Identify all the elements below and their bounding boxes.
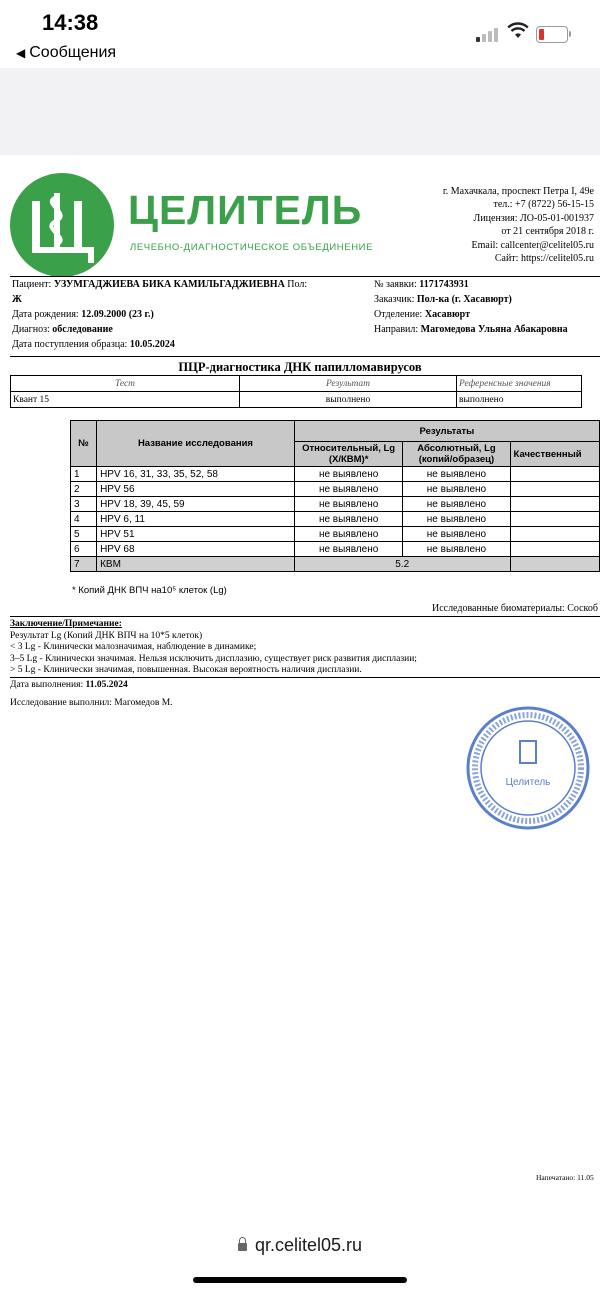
divider: [10, 276, 600, 277]
divider: [10, 356, 600, 357]
sample-received-row: Дата поступления образца: 10.05.2024: [12, 339, 175, 350]
results-table: [70, 420, 600, 572]
order-number: 1171743931: [419, 279, 469, 290]
completion-date: 11.05.2024: [85, 679, 128, 690]
col-name: Название исследования: [97, 421, 295, 467]
summary-header-reference: Референсные значения: [457, 376, 582, 392]
lock-icon: [238, 1243, 247, 1251]
summary-result: выполнено: [240, 392, 457, 408]
col-results: Результаты: [294, 421, 599, 442]
summary-reference: выполнено: [457, 392, 582, 408]
summary-header-result: Результат: [240, 376, 457, 392]
patient-dob-row: Дата рождения: 12.09.2000 (23 г.): [12, 309, 154, 320]
table-row: 6 HPV 68 не выявлено не выявлено: [71, 542, 600, 557]
conclusion-line: < 3 Lg - Клинически малозначимая, наблюдение в динамике;: [10, 642, 257, 653]
address-bar[interactable]: [0, 1235, 600, 1256]
conclusion-line: > 5 Lg - Клинически значимая, повышенная. Высокая вероятность наличия дисплазии.: [10, 665, 600, 678]
back-label: Сообщения: [29, 44, 117, 61]
status-bar: [0, 0, 600, 68]
summary-table: [10, 375, 582, 408]
biomaterial: Исследованные биоматериалы: Соскоб: [431, 603, 598, 614]
kvm-value: 5.2: [294, 557, 510, 572]
customer-row: Заказчик: Пол-ка (г. Хасавюрт): [374, 294, 512, 305]
clinic-contacts: [443, 185, 594, 265]
report-title: ПЦР-диагностика ДНК папилломавирусов: [178, 360, 422, 374]
contact-license: Лицензия: ЛО-05-01-001937: [473, 212, 594, 224]
referred-row: Направил: Магомедова Ульяна Абакаровна: [374, 324, 568, 335]
table-row: 3 HPV 18, 39, 45, 59 не выявлено не выявлено: [71, 497, 600, 512]
patient-sex: Ж: [12, 294, 22, 305]
table-row: 2 HPV 56 не выявлено не выявлено: [71, 482, 600, 497]
table-row: [11, 392, 582, 408]
status-time: 14:38: [42, 10, 99, 35]
patient-dob: 12.09.2000 (23 г.): [81, 309, 154, 320]
divider: [10, 616, 600, 617]
browser-bottom-bar: [0, 1195, 600, 1297]
summary-header-test: Тест: [11, 376, 240, 392]
contact-address: г. Махачкала, проспект Петра I, 49е: [442, 186, 594, 197]
contact-license-date: от 21 сентября 2018 г.: [501, 226, 594, 238]
conclusion-heading: Заключение/Примечание:: [10, 619, 122, 629]
patient-diagnosis-row: Диагноз: обследование: [12, 324, 113, 335]
table-row: 1 HPV 16, 31, 33, 35, 52, 58 не выявлено не выявлено: [71, 467, 600, 482]
back-to-messages-button[interactable]: [16, 44, 116, 62]
contact-site: Сайт: https://celitel05.ru: [494, 253, 594, 265]
contact-email: Email: callcenter@celitel05.ru: [471, 239, 594, 251]
performer: Исследование выполнил: Магомедов М.: [10, 697, 173, 708]
celitel-logo-icon: [10, 173, 114, 277]
wifi-icon: [507, 22, 529, 40]
printed-date: Напечатано: 11.05: [536, 1173, 594, 1182]
battery-icon: [536, 26, 568, 43]
order-number-row: № заявки: 1171743931: [374, 279, 469, 290]
table-row: 5 HPV 51 не выявлено не выявлено: [71, 527, 600, 542]
conclusion-line: 3–5 Lg - Клинически значимая. Нельзя исключить дисплазию, существует риск развития дисплазии;: [10, 653, 417, 664]
home-indicator[interactable]: [193, 1277, 407, 1283]
patient-diagnosis: обследование: [52, 324, 113, 335]
patient-sex-row: [12, 294, 22, 305]
department-row: Отделение: Хасавюрт: [374, 309, 471, 320]
completion-date-row: Дата выполнения: 11.05.2024: [10, 679, 128, 690]
lab-report-document: [0, 155, 600, 1195]
conclusion: [10, 619, 600, 709]
patient-name-row: Пациент: УЗУМГАДЖИЕВА БИКА КАМИЛЬГАДЖИЕВНА Пол:: [12, 279, 308, 290]
sample-received-date: 10.05.2024: [129, 339, 175, 350]
contact-phone: тел.: +7 (8722) 56-15-15: [493, 199, 594, 211]
col-qualitative: Качественный: [510, 442, 599, 467]
brand-name: ЦЕЛИТЕЛЬ: [128, 187, 363, 233]
stamp-label: Целитель: [505, 777, 551, 788]
table-row-kvm: 7 КВМ 5.2: [71, 557, 600, 572]
col-absolute: Абсолютный, Lg (копий/образец): [403, 442, 510, 467]
clinic-stamp-icon: [462, 705, 594, 831]
patient-name: УЗУМГАДЖИЕВА БИКА КАМИЛЬГАДЖИЕВНА: [53, 279, 285, 290]
back-arrow-icon: ◀: [16, 46, 26, 60]
url-text: qr.celitel05.ru: [254, 1235, 363, 1255]
referred-by: Магомедова Ульяна Абакаровна: [420, 324, 568, 335]
col-num: №: [71, 421, 97, 467]
conclusion-line: Результат Lg (Копий ДНК ВПЧ на 10*5 клеток): [10, 630, 203, 641]
table-row: 4 HPV 6, 11 не выявлено не выявлено: [71, 512, 600, 527]
summary-test: Квант 15: [11, 392, 240, 408]
customer: Пол-ка (г. Хасавюрт): [416, 294, 512, 305]
department: Хасавюрт: [424, 309, 471, 320]
footnote: * Копий ДНК ВПЧ на10⁵ клеток (Lg): [72, 585, 227, 596]
cellular-signal-icon: [476, 26, 500, 42]
brand-subtitle: ЛЕЧЕБНО-ДИАГНОСТИЧЕСКОЕ ОБЪЕДИНЕНИЕ: [130, 242, 374, 253]
col-relative: Относительный, Lg (X/КВМ)*: [294, 442, 403, 467]
